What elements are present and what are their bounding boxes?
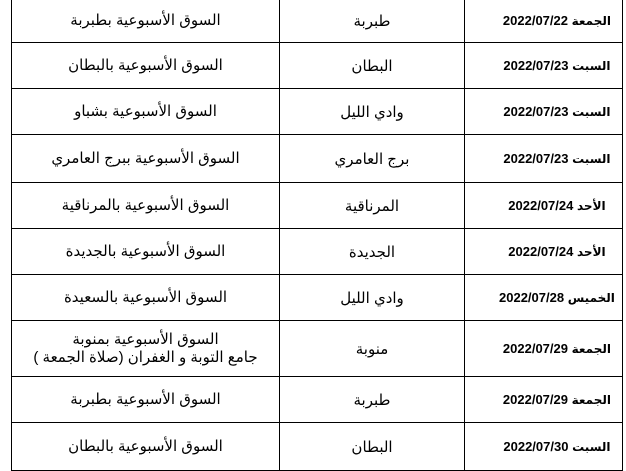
- date-value: 2022/07/23: [503, 151, 569, 166]
- date-value: 2022/07/28: [499, 290, 565, 305]
- market-venue-note: جامع التوبة و الغفران (صلاة الجمعة ): [33, 348, 258, 366]
- market-schedule-sheet: [11, 0, 622, 468]
- date-cell: [465, 183, 623, 229]
- market-cell: [12, 43, 280, 89]
- table-row: [12, 135, 623, 183]
- market-cell: [12, 89, 280, 135]
- market-cell: [12, 275, 280, 321]
- table-row: [12, 377, 623, 423]
- day-name: السبت: [572, 59, 611, 73]
- market-name: السوق الأسبوعية بالمرناقية: [61, 196, 230, 214]
- date-cell: [465, 377, 623, 423]
- place-cell: برج العامري: [280, 135, 465, 183]
- place-cell: البطان: [280, 43, 465, 89]
- market-cell: [12, 229, 280, 275]
- market-cell: [12, 377, 280, 423]
- place-cell: المرناقية: [280, 183, 465, 229]
- market-cell: [12, 0, 280, 43]
- place-cell: وادي الليل: [280, 89, 465, 135]
- market-schedule-table: [11, 0, 623, 471]
- table-row: [12, 229, 623, 275]
- date-cell: [465, 229, 623, 275]
- date-value: 2022/07/22: [502, 13, 568, 28]
- market-name: السوق الأسبوعية بالبطان: [68, 56, 223, 74]
- date-value: 2022/07/23: [503, 104, 569, 119]
- table-row: [12, 275, 623, 321]
- date-cell: [465, 423, 623, 471]
- table-row: [12, 183, 623, 229]
- market-cell: [12, 423, 280, 471]
- date-value: 2022/07/29: [502, 392, 568, 407]
- market-cell: [12, 135, 280, 183]
- table-row: [12, 43, 623, 89]
- day-name: السبت: [572, 105, 611, 119]
- table-row: [12, 321, 623, 377]
- day-name: الجمعة: [571, 342, 611, 356]
- date-cell: [465, 0, 623, 43]
- day-name: الخميس: [567, 291, 615, 305]
- place-cell: الجديدة: [280, 229, 465, 275]
- place-cell: طبربة: [280, 377, 465, 423]
- table-row: [12, 89, 623, 135]
- date-cell: [465, 135, 623, 183]
- place-cell: البطان: [280, 423, 465, 471]
- day-name: الأحد: [576, 245, 606, 259]
- place-cell: وادي الليل: [280, 275, 465, 321]
- market-name: السوق الأسبوعية بمنوبة: [72, 330, 219, 348]
- place-cell: منوبة: [280, 321, 465, 377]
- date-cell: [465, 43, 623, 89]
- table-row: [12, 0, 623, 43]
- day-name: الأحد: [576, 199, 606, 213]
- market-name: السوق الأسبوعية بشباو: [74, 102, 217, 120]
- market-name: السوق الأسبوعية بطبربة: [70, 11, 221, 29]
- place-cell: طبربة: [280, 0, 465, 43]
- day-name: السبت: [572, 440, 611, 454]
- market-name: السوق الأسبوعية بالبطان: [68, 437, 223, 455]
- market-name: السوق الأسبوعية بطبربة: [70, 390, 221, 408]
- date-value: 2022/07/24: [508, 244, 574, 259]
- date-cell: [465, 275, 623, 321]
- date-value: 2022/07/24: [508, 198, 574, 213]
- date-value: 2022/07/23: [503, 58, 569, 73]
- day-name: السبت: [572, 152, 611, 166]
- day-name: الجمعة: [571, 393, 611, 407]
- date-cell: [465, 321, 623, 377]
- market-cell: [12, 183, 280, 229]
- market-name: السوق الأسبوعية ببرج العامري: [51, 149, 240, 167]
- date-value: 2022/07/30: [503, 439, 569, 454]
- market-name: السوق الأسبوعية بالسعيدة: [63, 288, 228, 306]
- day-name: الجمعة: [571, 14, 611, 28]
- table-row: [12, 423, 623, 471]
- market-name: السوق الأسبوعية بالجديدة: [65, 242, 226, 260]
- date-cell: [465, 89, 623, 135]
- date-value: 2022/07/29: [502, 341, 568, 356]
- market-cell: [12, 321, 280, 377]
